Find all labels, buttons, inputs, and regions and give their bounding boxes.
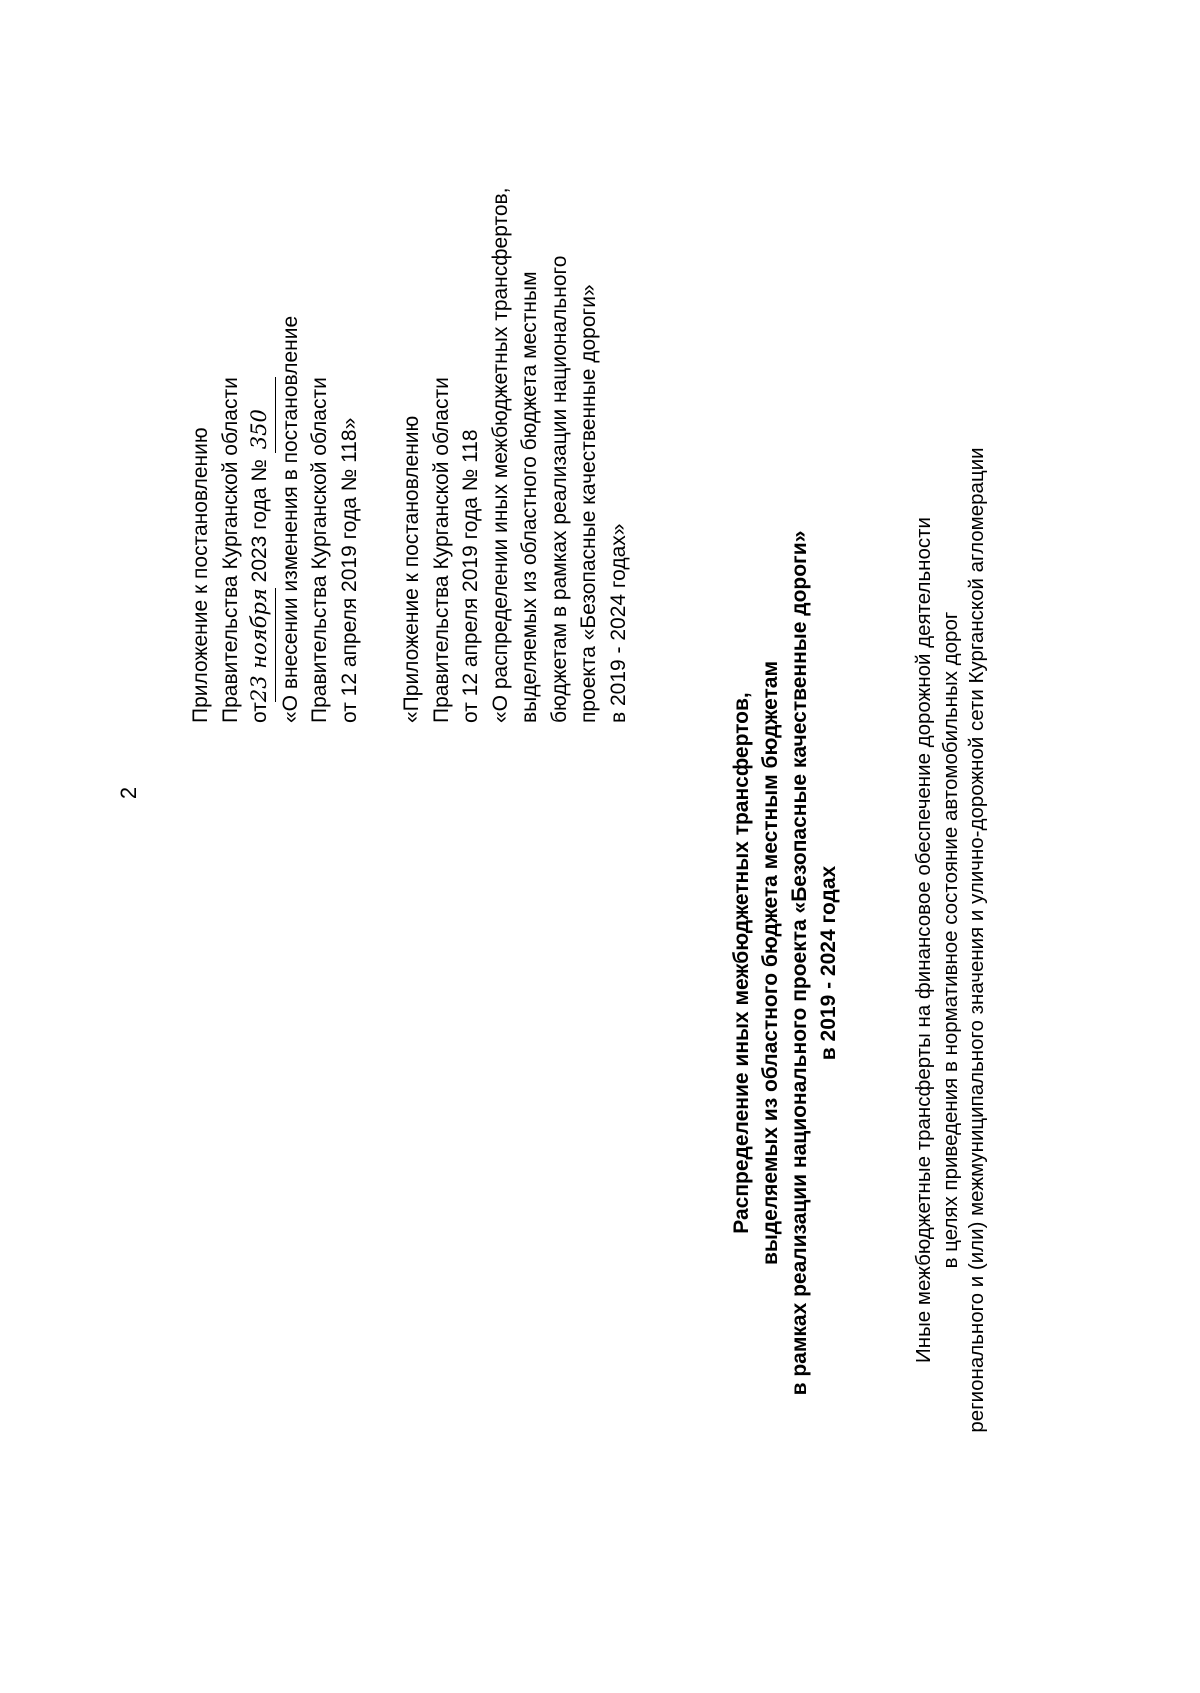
title-line: в рамках реализации национального проекта «Безопасные качественные дороги» [788, 530, 811, 1396]
note-line: регионального и (или) межмуниципального значения и улично-дорожной сети Курганской агломерации [965, 447, 988, 1433]
title-line: выделяемых из областного бюджета местным бюджетам [759, 660, 782, 1266]
date-prefix: от [248, 702, 271, 723]
appendix-reference-current [186, 123, 364, 723]
note-line: Иные межбюджетные трансферты на финансовое обеспечение дорожной деятельности [912, 517, 935, 1363]
handwritten-number: 350 [245, 377, 276, 453]
appendix-line: от 12 апреля 2019 года № 118 [459, 429, 482, 723]
appendix-line: в 2019 - 2024 годах» [606, 523, 630, 723]
appendix-line: «О распределении иных межбюджетных трансфертов, [488, 187, 512, 723]
page-number: 2 [116, 786, 141, 800]
appendix-line: Правительства Курганской области [429, 377, 453, 723]
date-year: 2023 года № [248, 459, 271, 583]
appendix-line: Правительства Курганской области [308, 377, 331, 723]
appendix-line: «Приложение к постановлению [400, 415, 423, 723]
title-line: Распределение иных межбюджетных трансфертов, [730, 692, 753, 1234]
appendix-line: «О внесении изменения в постановление [278, 315, 302, 723]
appendix-line: проекта «Безопасные качественные дороги» [577, 284, 600, 723]
appendix-date-line [245, 123, 276, 723]
title-line: в 2019 - 2024 годах [817, 865, 840, 1061]
appendix-line: бюджетам в рамках реализации национального [547, 255, 571, 723]
appendix-line: Приложение к постановлению [189, 427, 212, 723]
appendix-reference-original [397, 123, 633, 723]
handwritten-date: 23 ноября [245, 588, 276, 702]
appendix-line: Правительства Курганской области [218, 377, 242, 723]
purpose-note [911, 420, 991, 1460]
document-title [727, 463, 843, 1463]
appendix-line: выделяемых из областного бюджета местным [518, 271, 541, 723]
appendix-line: от 12 апреля 2019 года № 118» [337, 417, 361, 723]
note-line: в целях приведения в нормативное состояние автомобильных дорог [938, 611, 962, 1269]
